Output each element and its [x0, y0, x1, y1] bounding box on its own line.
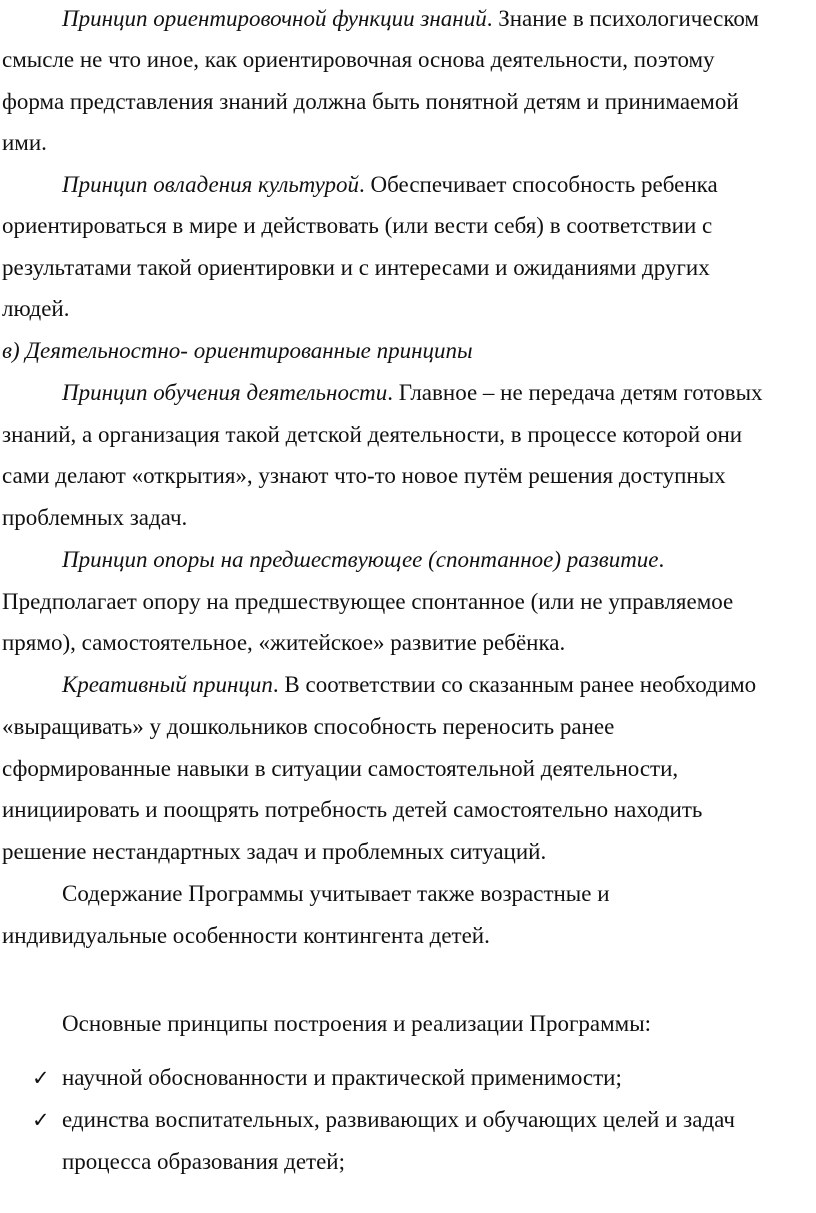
section-heading: в) Деятельностно- ориентированные принципы: [2, 338, 473, 363]
paragraph-2-line-4: людей.: [2, 296, 70, 321]
paragraph-3-line-1: Принцип обучения деятельности. Главное – не передача детям готовых: [62, 380, 763, 405]
paragraph-4-line-2: Предполагает опору на предшествующее спонтанное (или не управляемое: [2, 589, 734, 614]
principle-title: Принцип обучения деятельности: [62, 380, 388, 405]
paragraph-5-line-2: «выращивать» у дошкольников способность переносить ранее: [2, 714, 615, 739]
paragraph-3-line-2: знаний, а организация такой детской деятельности, в процессе которой они: [2, 422, 743, 447]
paragraph-1-line-4: ими.: [2, 130, 47, 155]
paragraph-3-line-4: проблемных задач.: [2, 505, 188, 530]
paragraph-2-line-3: результатами такой ориентировки и с интересами и ожиданиями других: [2, 255, 710, 280]
principle-title: Креативный принцип: [62, 672, 273, 697]
paragraph-2-line-1: Принцип овладения культурой. Обеспечивает способность ребенка: [62, 172, 718, 197]
paragraph-1-line-2: смысле не что иное, как ориентировочная основа деятельности, поэтому: [2, 47, 715, 72]
list-item-1: научной обоснованности и практической применимости;: [62, 1065, 622, 1090]
list-item-2-line-2: процесса образования детей;: [62, 1149, 345, 1174]
list-item-2-line-1: единства воспитательных, развивающих и обучающих целей и задач: [62, 1107, 735, 1132]
paragraph-5-line-1: Креативный принцип. В соответствии со сказанным ранее необходимо: [62, 672, 757, 697]
principle-title: Принцип овладения культурой: [62, 172, 360, 197]
paragraph-2-line-2: ориентироваться в мире и действовать (или вести себя) в соответствии с: [2, 213, 713, 238]
checkmark-icon: ✓: [32, 1108, 50, 1132]
paragraph-1-line-3: форма представления знаний должна быть понятной детям и принимаемой: [2, 89, 739, 114]
paragraph-4-line-3: прямо), самостоятельное, «житейское» развитие ребёнка.: [2, 630, 566, 655]
paragraph-5-line-5: решение нестандартных задач и проблемных ситуаций.: [2, 839, 547, 864]
paragraph-6-line-2: индивидуальные особенности контингента детей.: [2, 923, 490, 948]
checkmark-icon: ✓: [32, 1066, 50, 1090]
principles-heading: Основные принципы построения и реализации Программы:: [62, 1011, 652, 1036]
paragraph-1-line-1: Принцип ориентировочной функции знаний. Знание в психологическом: [62, 6, 759, 31]
paragraph-4-line-1: Принцип опоры на предшествующее (спонтанное) развитие.: [62, 547, 665, 572]
paragraph-5-line-4: инициировать и поощрять потребность детей самостоятельно находить: [2, 797, 703, 822]
paragraph-5-line-3: сформированные навыки в ситуации самостоятельной деятельности,: [2, 756, 679, 781]
paragraph-6-line-1: Содержание Программы учитывает также возрастные и: [62, 881, 610, 906]
paragraph-3-line-3: сами делают «открытия», узнают что-то новое путём решения доступных: [2, 463, 726, 488]
principle-title: Принцип опоры на предшествующее (спонтанное) развитие: [62, 547, 659, 572]
principle-title: Принцип ориентировочной функции знаний: [62, 6, 487, 31]
